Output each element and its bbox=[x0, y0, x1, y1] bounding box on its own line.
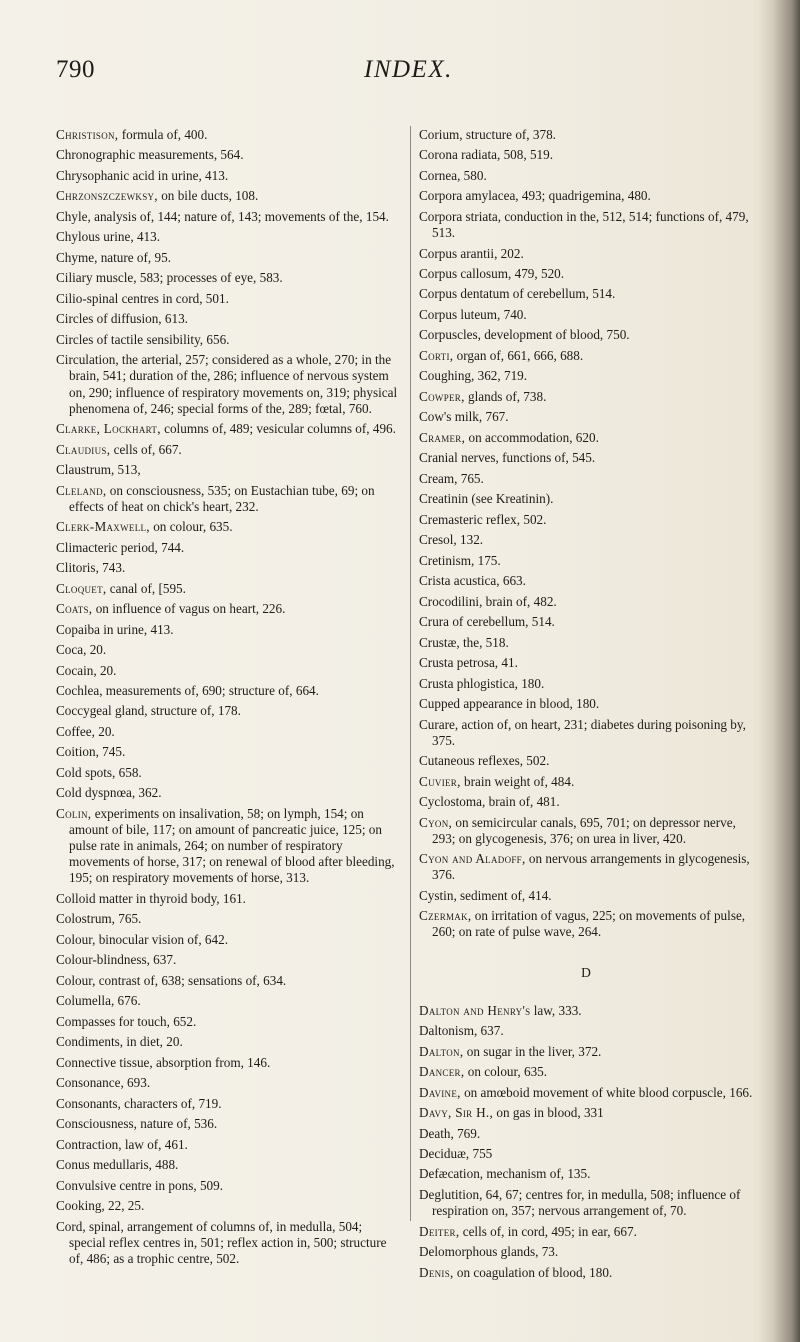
index-entry bbox=[419, 676, 753, 692]
index-entry-text: Ciliary muscle, 583; processes of eye, 583. bbox=[56, 270, 283, 286]
index-entry-text: on colour, 635. bbox=[149, 519, 233, 535]
index-entry-text: Clitoris, 743. bbox=[56, 560, 126, 576]
index-entry bbox=[56, 765, 401, 781]
index-entry-text: Corpus arantii, 202. bbox=[419, 245, 524, 261]
index-entry-text: on coagulation of blood, 180. bbox=[453, 1264, 613, 1280]
index-entry bbox=[419, 594, 753, 610]
index-entry bbox=[56, 683, 401, 699]
index-entry-text: Crustæ, the, 518. bbox=[419, 634, 509, 650]
index-entry bbox=[56, 540, 401, 556]
index-entry bbox=[419, 815, 753, 847]
index-entry-text: canal of, [595. bbox=[106, 580, 186, 596]
index-column-left bbox=[56, 127, 401, 1271]
index-entry-text: on influence of vagus on heart, 226. bbox=[92, 601, 286, 617]
index-entry-text: Coca, 20. bbox=[56, 642, 107, 658]
index-entry bbox=[56, 663, 401, 679]
index-entry bbox=[56, 1198, 401, 1214]
index-entry bbox=[56, 1014, 401, 1030]
index-entry-text: law, 333. bbox=[530, 1002, 582, 1018]
index-entry-name: Cloquet, bbox=[56, 580, 107, 596]
index-entry bbox=[56, 483, 401, 515]
index-entry-text: Delomorphous glands, 73. bbox=[419, 1244, 559, 1260]
index-entry bbox=[419, 851, 753, 883]
index-entry-text: Crusta petrosa, 41. bbox=[419, 655, 518, 671]
index-entry-name: Dancer, bbox=[419, 1064, 465, 1080]
index-entry-text: Compasses for touch, 652. bbox=[56, 1013, 197, 1029]
index-entry-text: Colour-blindness, 637. bbox=[56, 952, 177, 968]
index-entry bbox=[56, 560, 401, 576]
index-entry bbox=[419, 1126, 753, 1142]
index-entry-text: on sugar in the liver, 372. bbox=[463, 1043, 602, 1059]
index-entry-name: Colin, bbox=[56, 805, 92, 821]
index-entry bbox=[419, 286, 753, 302]
index-entry-name: Dalton, bbox=[419, 1043, 464, 1059]
index-entry bbox=[56, 724, 401, 740]
index-entry-text: Corpora amylacea, 493; quadrigemina, 480. bbox=[419, 188, 651, 204]
index-entry-text: Consciousness, nature of, 536. bbox=[56, 1116, 218, 1132]
index-entry-text: Corpus callosum, 479, 520. bbox=[419, 266, 565, 281]
index-entry bbox=[56, 703, 401, 719]
index-entry bbox=[419, 1085, 753, 1101]
index-entry bbox=[419, 655, 753, 671]
index-entry-text: Cream, 765. bbox=[419, 470, 484, 486]
index-entry bbox=[56, 642, 401, 658]
index-entry-text: Coccygeal gland, structure of, 178. bbox=[56, 703, 241, 719]
index-entry bbox=[419, 1166, 753, 1182]
index-entry-text: Cocain, 20. bbox=[56, 662, 117, 678]
index-entry bbox=[56, 1137, 401, 1153]
book-gutter-shadow bbox=[758, 0, 800, 1342]
index-entry bbox=[419, 1044, 753, 1060]
index-entry-text: Climacteric period, 744. bbox=[56, 539, 185, 555]
index-entry-text: on nervous arrangements in glycogenesis, 376. bbox=[432, 851, 750, 883]
index-entry bbox=[419, 147, 753, 163]
index-entry bbox=[56, 952, 401, 968]
index-entry bbox=[419, 908, 753, 940]
index-entry bbox=[419, 127, 753, 143]
index-entry bbox=[419, 471, 753, 487]
index-entry-text: Corpus dentatum of cerebellum, 514. bbox=[419, 286, 616, 302]
index-entry-name: Dalton and Henry's bbox=[419, 1002, 531, 1018]
index-entry bbox=[419, 753, 753, 769]
index-entry-text: Corona radiata, 508, 519. bbox=[419, 147, 554, 163]
index-entry-text: Deciduæ, 755 bbox=[419, 1146, 493, 1161]
index-entry-text: Cranial nerves, functions of, 545. bbox=[419, 450, 596, 466]
index-entry-name: Davine, bbox=[419, 1084, 461, 1100]
index-entry-text: Coition, 745. bbox=[56, 744, 126, 760]
index-entry-text: Cupped appearance in blood, 180. bbox=[419, 696, 600, 712]
index-entry-text: Cornea, 580. bbox=[419, 167, 487, 183]
index-entry bbox=[56, 601, 401, 617]
index-entry bbox=[56, 932, 401, 948]
index-entry bbox=[419, 209, 753, 241]
index-entry bbox=[56, 993, 401, 1009]
index-entry bbox=[56, 250, 401, 266]
index-entry-text: Cystin, sediment of, 414. bbox=[419, 887, 552, 903]
index-entry bbox=[419, 266, 753, 282]
index-entry bbox=[419, 696, 753, 712]
index-entry bbox=[56, 1075, 401, 1091]
index-entry-text: Cretinism, 175. bbox=[419, 552, 501, 568]
index-entry bbox=[56, 462, 401, 478]
index-entry-text: Cochlea, measurements of, 690; structure of, 664. bbox=[56, 683, 319, 698]
index-entry-text: Chylous urine, 413. bbox=[56, 229, 161, 245]
index-entry-text: Crista acustica, 663. bbox=[419, 573, 526, 589]
index-entry bbox=[56, 442, 401, 458]
index-entry-text: Crura of cerebellum, 514. bbox=[419, 614, 555, 630]
index-entry-text: Colour, contrast of, 638; sensations of, 634. bbox=[56, 972, 287, 988]
index-entry bbox=[419, 188, 753, 204]
index-entry bbox=[56, 332, 401, 348]
index-entry bbox=[419, 573, 753, 589]
index-entry bbox=[419, 1224, 753, 1240]
index-entry-text: Chyle, analysis of, 144; nature of, 143; movements of the, 154. bbox=[56, 208, 389, 224]
index-entry-text: Corpora striata, conduction in the, 512, 514; functions of, 479, 513. bbox=[419, 208, 749, 241]
index-entry bbox=[56, 1034, 401, 1050]
index-entry bbox=[419, 389, 753, 405]
index-entry-name: Clarke, Lockhart, bbox=[56, 421, 161, 437]
index-entry-name: Clerk-Maxwell, bbox=[56, 519, 150, 535]
index-entry-name: Chrzonszczewksy, bbox=[56, 188, 158, 204]
index-entry bbox=[56, 891, 401, 907]
index-entry-name: Cleland, bbox=[56, 482, 107, 498]
index-entry-text: Cold dyspnœa, 362. bbox=[56, 785, 162, 801]
index-entry bbox=[56, 229, 401, 245]
index-entry bbox=[419, 1003, 753, 1019]
index-entry-text: Deglutition, 64, 67; centres for, in medulla, 508; influence of respiration on, 357; nervous arrangement of, 70. bbox=[419, 1186, 741, 1219]
index-entry bbox=[419, 246, 753, 262]
index-entry bbox=[56, 1096, 401, 1112]
index-entry bbox=[56, 311, 401, 327]
index-entry-text: Chyme, nature of, 95. bbox=[56, 249, 171, 265]
index-entry-text: Consonance, 693. bbox=[56, 1075, 151, 1091]
index-entry bbox=[56, 291, 401, 307]
index-entry bbox=[56, 519, 401, 535]
index-entry-name: Cowper, bbox=[419, 388, 465, 404]
index-entry-text: organ of, 661, 666, 688. bbox=[453, 347, 584, 363]
index-entry bbox=[56, 1178, 401, 1194]
index-entry bbox=[56, 421, 401, 437]
index-entry bbox=[56, 1219, 401, 1267]
index-entry-name: Czermak, bbox=[419, 908, 472, 924]
index-entry-text: on semicircular canals, 695, 701; on depressor nerve, 293; on glycogenesis, 376; on urea in liver, 420. bbox=[432, 814, 736, 846]
index-entry bbox=[419, 168, 753, 184]
index-entry bbox=[56, 188, 401, 204]
index-entry bbox=[419, 1244, 753, 1260]
index-entry-text: Cow's milk, 767. bbox=[419, 409, 509, 425]
index-entry bbox=[56, 270, 401, 286]
index-entry-text: Circles of tactile sensibility, 656. bbox=[56, 331, 230, 347]
index-entry-text: Defæcation, mechanism of, 135. bbox=[419, 1166, 591, 1182]
index-entry bbox=[56, 1116, 401, 1132]
page-number: 790 bbox=[56, 56, 95, 83]
index-entry bbox=[419, 1023, 753, 1039]
index-entry-text: Cutaneous reflexes, 502. bbox=[419, 753, 550, 769]
index-entry bbox=[56, 744, 401, 760]
index-entry-text: columns of, 489; vesicular columns of, 496. bbox=[160, 421, 396, 437]
index-entry-text: Corpuscles, development of blood, 750. bbox=[419, 327, 630, 343]
index-entry bbox=[56, 147, 401, 163]
index-entry bbox=[419, 1265, 753, 1281]
index-entry-text: Chrysophanic acid in urine, 413. bbox=[56, 167, 229, 183]
index-entry bbox=[419, 1146, 753, 1162]
index-entry-text: on bile ducts, 108. bbox=[157, 188, 259, 204]
index-entry-text: Colloid matter in thyroid body, 161. bbox=[56, 890, 246, 906]
index-entry-text: Cord, spinal, arrangement of columns of, in medulla, 504; special reflex centres in, 501; reflex action in, 500; structure of, 486; as a trophic centre, 502. bbox=[56, 1218, 387, 1266]
index-entry-text: Cilio-spinal centres in cord, 501. bbox=[56, 290, 229, 306]
index-entry-name: Coats, bbox=[56, 601, 93, 617]
index-entry-name: Cuvier, bbox=[419, 773, 461, 789]
index-entry-text: on gas in blood, 331 bbox=[493, 1105, 604, 1121]
index-entry-text: Daltonism, 637. bbox=[419, 1023, 504, 1039]
index-entry bbox=[419, 1105, 753, 1121]
index-entry-text: experiments on insalivation, 58; on lymph, 154; on amount of bile, 117; on amount of pancreatic juice, 125; on pulse rate in animals, 264; on number of respiratory movements of horse, 317; on renewal of blood after bleeding, 195; on respiratory movements of horse, 313. bbox=[69, 805, 395, 886]
index-entry bbox=[56, 168, 401, 184]
index-entry-text: Corium, structure of, 378. bbox=[419, 127, 556, 142]
index-entry bbox=[56, 973, 401, 989]
index-entry bbox=[56, 622, 401, 638]
index-entry-text: Cold spots, 658. bbox=[56, 764, 142, 780]
index-entry-text: Cooking, 22, 25. bbox=[56, 1198, 145, 1214]
index-entry-text: Cyclostoma, brain of, 481. bbox=[419, 794, 560, 810]
index-entry bbox=[419, 491, 753, 507]
index-entry-text: formula of, 400. bbox=[118, 127, 208, 142]
index-entry bbox=[419, 430, 753, 446]
index-entry bbox=[56, 352, 401, 416]
index-entry-text: Consonants, characters of, 719. bbox=[56, 1095, 222, 1111]
index-entry-text: Death, 769. bbox=[419, 1125, 481, 1141]
index-entry-text: Cresol, 132. bbox=[419, 532, 484, 548]
index-entry-text: Crocodilini, brain of, 482. bbox=[419, 593, 557, 609]
index-entry-text: on consciousness, 535; on Eustachian tube, 69; on effects of heat on chick's heart, 232. bbox=[69, 482, 375, 514]
index-entry bbox=[56, 127, 401, 143]
index-entry-name: Cramer, bbox=[419, 429, 466, 445]
index-entry-text: on accommodation, 620. bbox=[465, 429, 599, 445]
index-entry-text: Curare, action of, on heart, 231; diabetes during poisoning by, 375. bbox=[419, 716, 746, 748]
index-entry-name: Cyon, bbox=[419, 814, 453, 830]
index-entry-text: Colour, binocular vision of, 642. bbox=[56, 931, 228, 947]
index-entry bbox=[56, 1157, 401, 1173]
index-entry-name: Denis, bbox=[419, 1264, 454, 1280]
index-entry bbox=[419, 614, 753, 630]
index-entry bbox=[56, 1055, 401, 1071]
index-entry-text: Crusta phlogistica, 180. bbox=[419, 675, 545, 691]
index-entry-text: on amœboid movement of white blood corpuscle, 166. bbox=[460, 1084, 753, 1100]
index-entry bbox=[419, 532, 753, 548]
index-entry-text: Creatinin (see Kreatinin). bbox=[419, 491, 554, 507]
index-entry-text: on irritation of vagus, 225; on movements of pulse, 260; on rate of pulse wave, 264. bbox=[432, 908, 746, 940]
index-entry bbox=[419, 1064, 753, 1080]
index-column-right bbox=[419, 127, 753, 1285]
index-entry-text: cells of, in cord, 495; in ear, 667. bbox=[459, 1223, 637, 1239]
index-entry bbox=[419, 1187, 753, 1219]
index-entry-name: Cyon and Aladoff, bbox=[419, 851, 526, 867]
index-entry bbox=[419, 717, 753, 749]
index-entry bbox=[56, 209, 401, 225]
index-entry-text: Colostrum, 765. bbox=[56, 911, 142, 927]
index-entry bbox=[419, 368, 753, 384]
index-entry-name: Davy, Sir H., bbox=[419, 1105, 494, 1121]
section-letter: D bbox=[581, 964, 591, 980]
index-entry-text: Circulation, the arterial, 257; considered as a whole, 270; in the brain, 541; duration of the, 286; influence of nervous system on, 290; influence of respiratory movements on, 319; physical phenomena of, 246; special forms of the, 289; fœtal, 760. bbox=[56, 352, 398, 416]
index-entry-text: brain weight of, 484. bbox=[460, 773, 575, 789]
index-entry bbox=[419, 450, 753, 466]
index-entry bbox=[419, 409, 753, 425]
index-entry-text: Cremasteric reflex, 502. bbox=[419, 511, 547, 527]
index-entry bbox=[419, 774, 753, 790]
index-entry bbox=[419, 794, 753, 810]
index-entry bbox=[419, 327, 753, 343]
index-entry-text: Connective tissue, absorption from, 146. bbox=[56, 1054, 271, 1070]
index-entry bbox=[56, 911, 401, 927]
index-entry bbox=[419, 348, 753, 364]
index-entry-name: Claudius, bbox=[56, 441, 111, 457]
index-entry-text: glands of, 738. bbox=[464, 388, 547, 404]
index-entry-text: Convulsive centre in pons, 509. bbox=[56, 1177, 224, 1193]
index-entry-text: Contraction, law of, 461. bbox=[56, 1136, 188, 1152]
index-entry-text: Coughing, 362, 719. bbox=[419, 368, 528, 384]
running-head: INDEX. bbox=[364, 56, 453, 83]
index-entry-text: Chronographic measurements, 564. bbox=[56, 147, 244, 163]
index-entry-text: Condiments, in diet, 20. bbox=[56, 1034, 183, 1050]
index-entry-name: Corti, bbox=[419, 347, 454, 363]
index-entry-text: Coffee, 20. bbox=[56, 723, 115, 739]
index-entry-text: Circles of diffusion, 613. bbox=[56, 311, 188, 327]
index-entry-name: Deiter, bbox=[419, 1223, 460, 1239]
index-entry bbox=[419, 888, 753, 904]
index-entry-name: Christison, bbox=[56, 127, 119, 142]
index-entry-text: Columella, 676. bbox=[56, 993, 141, 1009]
index-entry-text: on colour, 635. bbox=[464, 1064, 548, 1080]
index-entry bbox=[56, 806, 401, 886]
index-entry bbox=[56, 785, 401, 801]
index-entry-text: Copaiba in urine, 413. bbox=[56, 621, 174, 637]
index-entry-text: cells of, 667. bbox=[110, 441, 182, 457]
index-entry bbox=[419, 512, 753, 528]
index-entry-text: Corpus luteum, 740. bbox=[419, 306, 527, 322]
index-entry bbox=[419, 635, 753, 651]
index-entry bbox=[56, 581, 401, 597]
index-entry-text: Claustrum, 513, bbox=[56, 462, 141, 478]
index-entry-text: Conus medullaris, 488. bbox=[56, 1157, 179, 1173]
index-entry bbox=[419, 553, 753, 569]
index-entry bbox=[419, 307, 753, 323]
column-divider bbox=[410, 126, 411, 1221]
